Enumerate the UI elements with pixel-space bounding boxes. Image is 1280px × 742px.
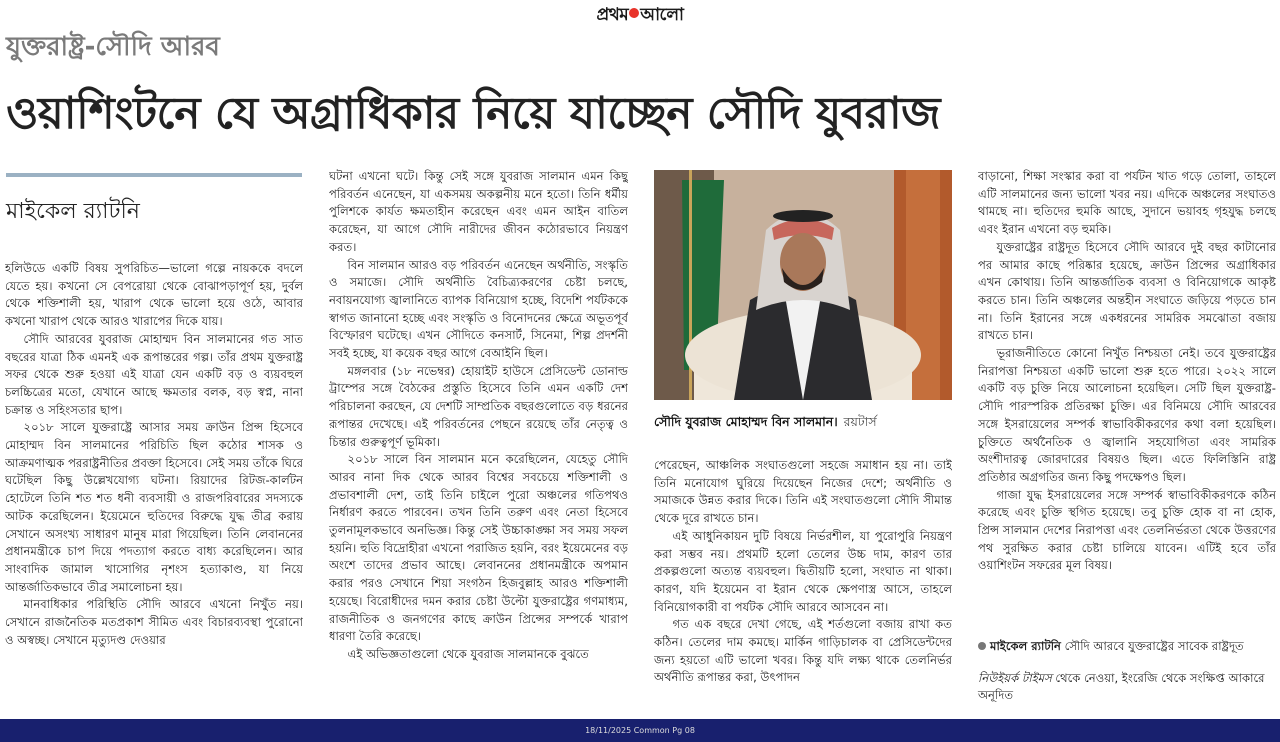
translation-source xyxy=(978,670,1276,705)
article-headline: ওয়াশিংটনে যে অগ্রাধিকার নিয়ে যাচ্ছেন সৌদি যুবরাজ xyxy=(6,88,940,139)
paragraph: ভূরাজনীতিতে কোনো নিখুঁত নিশ্চয়তা নেই। তবে যুক্তরাষ্ট্রের নিরাপত্তা নিশ্চয়তা একটি ভালো শুরু হতে পারে। ২০২২ সালে একটি বড় চুক্তি নিয়ে আলোচনা হয়েছিল। সেটি ছিল যুক্তরাষ্ট্র-সৌদি পারস্পরিক প্রতিরক্ষা চুক্তি। এর বিনিময়ে সৌদি আরবের সঙ্গে ইসরায়েলের সম্পর্ক স্বাভাবিকীকরণের কথা বলা হয়েছিল। চুক্তিতে অর্থনৈতিক ও জ্বালানি সহযোগিতা এবং সামরিক অংশীদারত্ব জোরদারের বিষয়ও ছিল। এতে ফিলিস্তিনি রাষ্ট্র প্রতিষ্ঠার অগ্রগতির জন্য কিছু পদক্ষেপও ছিল। xyxy=(978,346,1276,484)
news-photo xyxy=(654,170,952,400)
paragraph: ২০১৮ সালে যুক্তরাষ্ট্রে আসার সময় ক্রাউন প্রিন্স হিসেবে মোহাম্মদ বিন সালমানের পরিচিতি ছিল কঠোর শাসক ও আক্রমণাত্মক পররাষ্ট্রনীতির প্রবক্তা হিসেবে। সেই সময় তাঁকে ঘিরে ঘটেছিল কিছু উল্লেখযোগ্য ঘটনা। রিয়াদের রিটজ-কার্লটন হোটেলে তিনি শত শত ধনী ব্যবসায়ী ও রাজপরিবারের সদস্যকে আটক করেছিলেন। ইয়েমেনে হুতিদের বিরুদ্ধে যুদ্ধ তীব্র করায় সেখানে অসংখ্য সাধারণ মানুষ মারা গিয়েছিল। তিনি লেবাননের প্রধানমন্ত্রীকে চাপ দিয়ে পদত্যাগ করতে বাধ্য করেছিলেন। আর সাংবাদিক জামাল খাসোগির নৃশংস হত্যাকাণ্ড, যা নিয়ে আন্তর্জাতিকভাবে তীব্র সমালোচনা হয়। xyxy=(5,420,303,594)
article-column-1 xyxy=(5,260,303,716)
author-credit xyxy=(978,638,1276,656)
paragraph: বাড়ানো, শিক্ষা সংস্কার করা বা পর্যটন খাত গড়ে তোলা, তাহলে এটি সালমানের জন্য ভালো খবর নয়। এদিকে অঞ্চলের সংঘাতও থামছে না। হুতিদের হুমকি আছে, সুদানে ভয়াবহ গৃহযুদ্ধ চলছে এবং ইরান এখনো বড় হুমকি। xyxy=(978,169,1276,237)
paragraph: ২০১৮ সালে বিন সালমান মনে করেছিলেন, যেহেতু সৌদি আরব নানা দিক থেকে আরব বিশ্বের সবচেয়ে শক্তিশালী ও প্রভাবশালী দেশ, তাই তিনি চাইলে পুরো অঞ্চলের গতিপথও নির্ধারণ করতে পারবেন। তখন তিনি তরুণ এবং নেতা হিসেবে তুলনামূলকভাবে অনভিজ্ঞ। কিন্তু সেই উচ্চাকাঙ্ক্ষা সব সময় সফল হয়নি। হুতি বিদ্রোহীরা এখনো পরাজিত হয়নি, বরং ইয়েমেনের বড় অংশে তাদের প্রভাব আছে। লেবাননের প্রধানমন্ত্রীকে অপমান করার পরও সেখানে শিয়া সংগঠন হিজবুল্লাহ আরও শক্তিশালী হয়েছে। বিরোধীদের দমন করার চেষ্টা উল্টো যুক্তরাষ্ট্রের গণমাধ্যম, রাজনীতিক ও জনগণের কাছে ক্রাউন প্রিন্সের সম্পর্কে খারাপ ধারণা তৈরি করেছে। xyxy=(329,452,628,644)
author-description: সৌদি আরবে যুক্তরাষ্ট্রের সাবেক রাষ্ট্রদূত xyxy=(1064,639,1244,653)
paragraph: ঘটনা এখনো ঘটে। কিন্তু সেই সঙ্গে যুবরাজ সালমান এমন কিছু পরিবর্তন এনেছেন, যা একসময় অকল্পনীয় মনে হতো। তিনি ধর্মীয় পুলিশকে কার্যত ক্ষমতাহীন করেছেন এবং এমন আইন বাতিল করেছেন, যা আগে সৌদি নারীদের জীবন কঠোরভাবে নিয়ন্ত্রণ করত। xyxy=(329,169,628,254)
section-kicker: যুক্তরাষ্ট্র-সৌদি আরব xyxy=(6,32,220,62)
paragraph: গত এক বছরে দেখা গেছে, এই শর্তগুলো বজায় রাখা কত কঠিন। তেলের দাম কমছে। মার্কিন গাড়িচালক বা প্রেসিডেন্টদের জন্য হয়তো এটি ভালো খবর। কিন্তু যদি লক্ষ্য থাকে তেলনির্ভর অর্থনীতি রূপান্তর করা, উৎপাদন xyxy=(654,617,952,685)
masthead-logo xyxy=(0,0,1280,28)
portrait-illustration xyxy=(654,170,952,400)
accent-divider xyxy=(6,173,302,177)
article-column-2 xyxy=(329,168,628,716)
photo-caption xyxy=(654,414,952,434)
article-column-3 xyxy=(654,457,952,716)
paragraph: সৌদি আরবের যুবরাজ মোহাম্মদ বিন সালমানের গত সাত বছরের যাত্রা ঠিক এমনই এক রূপান্তরের গল্প। তাঁর প্রথম যুক্তরাষ্ট্র সফর থেকে শুরু হওয়া এই যাত্রা যেন একটি বড় ও ব্যয়বহুল চলচ্চিত্রের মতো, যেখানে আছে ক্ষমতার বলক, বড় স্বপ্ন, নানা চক্রান্ত ও সহিংসতার ছাপ। xyxy=(5,331,303,417)
bullet-icon xyxy=(978,642,986,650)
paragraph: বিন সালমান আরও বড় পরিবর্তন এনেছেন অর্থনীতি, সংস্কৃতি ও সমাজে। সৌদি অর্থনীতি বৈচিত্র্যকরণের চেষ্টা চলছে, নবায়নযোগ্য জ্বালানিতে ব্যাপক বিনিয়োগ হচ্ছে, বিদেশি পর্যটককে স্বাগত জানানো হচ্ছে এবং সংস্কৃতি ও বিনোদনের ক্ষেত্রে অভূতপূর্ব বিস্ফোরণ ঘটেছে। এখন সৌদিতে কনসার্ট, সিনেমা, শিল্প প্রদর্শনী সবই হচ্ছে, যা কয়েক বছর আগে বেআইনি ছিল। xyxy=(329,257,628,361)
source-publication: নিউইয়র্ক টাইমস xyxy=(978,670,1052,685)
logo-text-left: প্রথম xyxy=(596,5,629,25)
page-footer: 18/11/2025 Common Pg 08 xyxy=(0,719,1280,742)
paragraph: হলিউডে একটি বিষয় সুপরিচিত—ভালো গল্পে নায়ককে বদলে যেতে হয়। কখনো সে বেপরোয়া থেকে বোঝাপড়াপূর্ণ হয়, দুর্বল থেকে শক্তিশালী হয়, খারাপ থেকে ভালো হয়ে ওঠে, আবার কখনো খারাপ থেকে আরও খারাপের দিকে যায়। xyxy=(5,261,303,329)
paragraph: এই আধুনিকায়ন দুটি বিষয়ে নির্ভরশীল, যা পুরোপুরি নিয়ন্ত্রণ করা সম্ভব নয়। প্রথমটি হলো তেলের উচ্চ দাম, কারণ তার প্রকল্পগুলো অত্যন্ত ব্যয়বহুল। দ্বিতীয়টি হলো, সংঘাত না থাকা। কারণ, যদি ইয়েমেন বা ইরান থেকে ক্ষেপণাস্ত্র আসে, তাহলে বিনিয়োগকারী বা পর্যটক সৌদি আরবে আসবেন না। xyxy=(654,528,952,614)
author-byline: মাইকেল র‍্যাটনি xyxy=(6,199,140,224)
author-name: মাইকেল র‍্যাটনি xyxy=(990,639,1061,653)
author-note xyxy=(978,638,1276,705)
caption-text: সৌদি যুবরাজ মোহাম্মদ বিন সালমান। xyxy=(654,414,838,429)
paragraph: গাজা যুদ্ধ ইসরায়েলের সঙ্গে সম্পর্ক স্বাভাবিকীকরণকে কঠিন করেছে এবং চুক্তি স্থগিত হয়েছে। তবু চুক্তি হোক বা না হোক, প্রিন্স সালমান দেশের নিরাপত্তা এবং তেলনির্ভরতা থেকে উত্তরণের পথ সুরক্ষিত করার চেষ্টা চালিয়ে যাবেন। এটিই হবে তাঁর ওয়াশিংটন সফরের মূল বিষয়। xyxy=(978,487,1276,573)
logo-sun-icon xyxy=(629,8,639,18)
paragraph: যুক্তরাষ্ট্রের রাষ্ট্রদূত হিসেবে সৌদি আরবে দুই বছর কাটানোর পর আমার কাছে পরিষ্কার হয়েছে, ক্রাউন প্রিন্সের অগ্রাধিকার এখন কোথায়। তিনি আন্তর্জাতিক ব্যবসা ও বিনিয়োগকে আকৃষ্ট করতে চান। তিনি অঞ্চলের অন্তহীন সংঘাতে জড়িয়ে পড়তে চান না। তিনি ইরানের সঙ্গে একধরনের সামরিক সমঝোতা বজায় রাখতে চান। xyxy=(978,239,1276,343)
caption-source: রয়টার্স xyxy=(843,414,877,429)
source-note: থেকে নেওয়া, ইংরেজি থেকে সংক্ষিপ্ত আকারে অনূদিত xyxy=(978,670,1265,703)
logo-text-right: আলো xyxy=(640,5,684,25)
article-column-4 xyxy=(978,168,1276,716)
paragraph: মঙ্গলবার (১৮ নভেম্বর) হোয়াইট হাউসে প্রেসিডেন্ট ডোনাল্ড ট্রাম্পের সঙ্গে বৈঠকের প্রস্তুতি হিসেবে তিনি এমন একটি দেশ পরিচালনা করছেন, যে দেশটি সাম্প্রতিক বছরগুলোতে বড় ধরনের রূপান্তর দেখেছে। এই পরিবর্তনের পেছনে রয়েছে তাঁর নেতৃত্ব ও চিন্তার গুরুত্বপূর্ণ ভূমিকা। xyxy=(329,363,628,449)
paragraph: মানবাধিকার পরিস্থিতি সৌদি আরবে এখনো নিখুঁত নয়। সেখানে রাজনৈতিক মতপ্রকাশ সীমিত এবং বিচারব্যবস্থা পুরোনো ও অস্বচ্ছ। সেখানে মৃত্যুদণ্ড দেওয়ার xyxy=(5,597,303,647)
paragraph: এই অভিজ্ঞতাগুলো থেকে যুবরাজ সালমানকে বুঝতে xyxy=(347,646,589,661)
paragraph: পেরেছেন, আঞ্চলিক সংঘাতগুলো সহজে সমাধান হয় না। তাই তিনি মনোযোগ ঘুরিয়ে দিয়েছেন নিজের দেশে; অর্থনীতি ও সমাজকে উন্নত করার দিকে। তিনি এই সংঘাতগুলো সৌদি সীমান্ত থেকে দূরে রাখতে চান। xyxy=(654,458,952,526)
